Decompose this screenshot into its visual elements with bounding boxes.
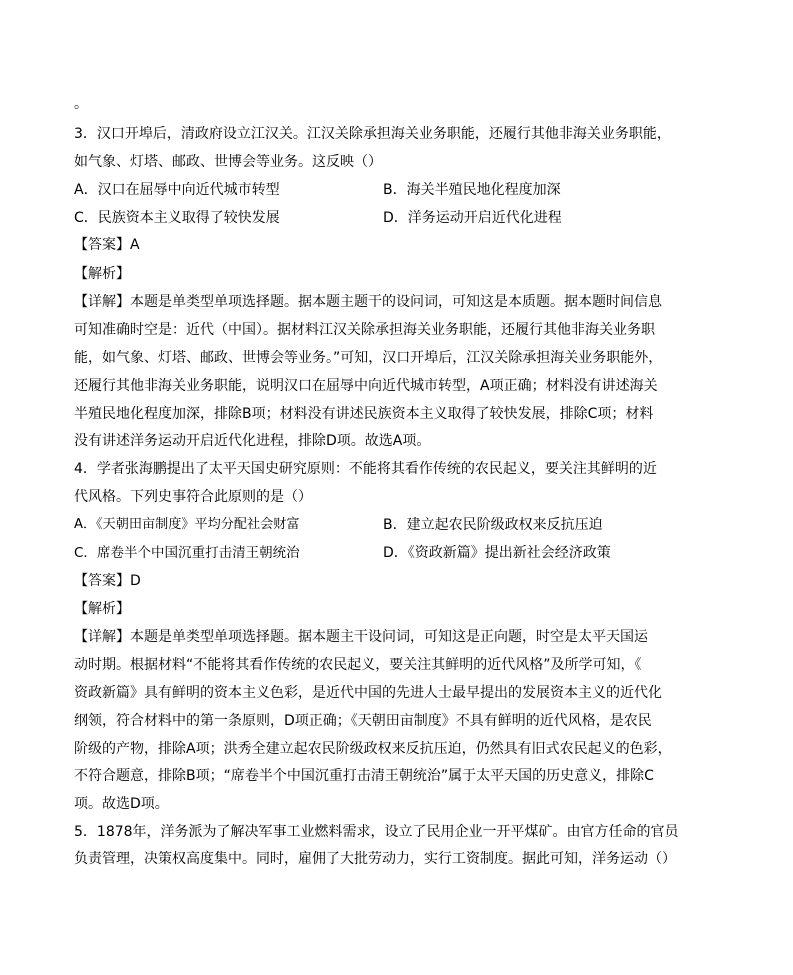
detail-line: 还履行其他非海关业务职能，说明汉口在屈辱中向近代城市转型，A项正确；材料没有讲述海关	[74, 378, 658, 394]
question-stem-line: 5．1878年，洋务派为了解决军事工业燃料需求，设立了民用企业一开平煤矿。由官方任命的官员	[74, 824, 679, 840]
question-stem-line: 代风格。下列史事符合此原则的是（）	[74, 489, 312, 505]
detail-line: 可知准确时空是：近代（中国）。据材料江汉关除承担海关业务职能，还履行其他非海关业务职	[74, 322, 655, 338]
question-stem-line: 3．汉口开埠后，清政府设立江汉关。江汉关除承担海关业务职能，还履行其他非海关业务职能，	[74, 126, 671, 142]
option-c: C．席卷半个中国沉重打击清王朝统治	[74, 545, 300, 561]
detail-line: 动时期。根据材料“不能将其看作传统的农民起义，要关注其鲜明的近代风格”及所学可知，《	[74, 657, 642, 673]
detail-line: 能，如气象、灯塔、邮政、世博会等业务。”可知，汉口开埠后，江汉关除承担海关业务职能外，	[74, 350, 663, 366]
detail-line: 【详解】本题是单类型单项选择题。据本题主题干的设问词，可知这是本质题。据本题时间信息	[74, 294, 662, 310]
option-d: D．《资政新篇》提出新社会经济政策	[383, 545, 611, 561]
page-fragment: 。	[74, 96, 88, 112]
detail-line: 纲领，符合材料中的第一条原则，D项正确；《天朝田亩制度》不具有鲜明的近代风格，是农民	[74, 713, 652, 729]
detail-line: 半殖民地化程度加深，排除B项；材料没有讲述民族资本主义取得了较快发展，排除C项；材料	[74, 406, 654, 422]
option-b: B．海关半殖民地化程度加深	[383, 182, 561, 198]
option-a: A．汉口在屈辱中向近代城市转型	[74, 182, 280, 198]
answer: 【答案】D	[74, 573, 141, 589]
detail-line: 资政新篇》具有鲜明的资本主义色彩，是近代中国的先进人士最早提出的发展资本主义的近代化	[74, 685, 662, 701]
detail-line: 没有讲述洋务运动开启近代化进程，排除D项。故选A项。	[74, 433, 431, 449]
option-a: A．《天朝田亩制度》平均分配社会财富	[74, 517, 300, 532]
detail-line: 阶级的产物，排除A项；洪秀全建立起农民阶级政权来反抗压迫，仍然具有旧式农民起义的色彩，	[74, 741, 672, 757]
option-d: D．洋务运动开启近代化进程	[383, 210, 562, 226]
detail-line: 【详解】本题是单类型单项选择题。据本题主干设问词，可知这是正向题，时空是太平天国运	[74, 629, 648, 645]
question-stem-line: 4．学者张海鹏提出了太平天国史研究原则：不能将其看作传统的农民起义，要关注其鲜明的近	[74, 461, 657, 477]
analysis-label: 【解析】	[74, 601, 130, 617]
analysis-label: 【解析】	[74, 266, 130, 282]
option-c: C．民族资本主义取得了较快发展	[74, 210, 280, 226]
option-b: B．建立起农民阶级政权来反抗压迫	[383, 517, 603, 533]
question-stem-line: 如气象、灯塔、邮政、世博会等业务。这反映（）	[74, 154, 382, 170]
answer: 【答案】A	[74, 237, 140, 253]
detail-line: 项。故选D项。	[74, 796, 169, 812]
question-stem-line: 负责管理，决策权高度集中。同时，雇佣了大批劳动力，实行工资制度。据此可知，洋务运动（）	[74, 851, 676, 867]
detail-line: 不符合题意，排除B项；“席卷半个中国沉重打击清王朝统治”属于太平天国的历史意义，排除C	[74, 768, 654, 784]
